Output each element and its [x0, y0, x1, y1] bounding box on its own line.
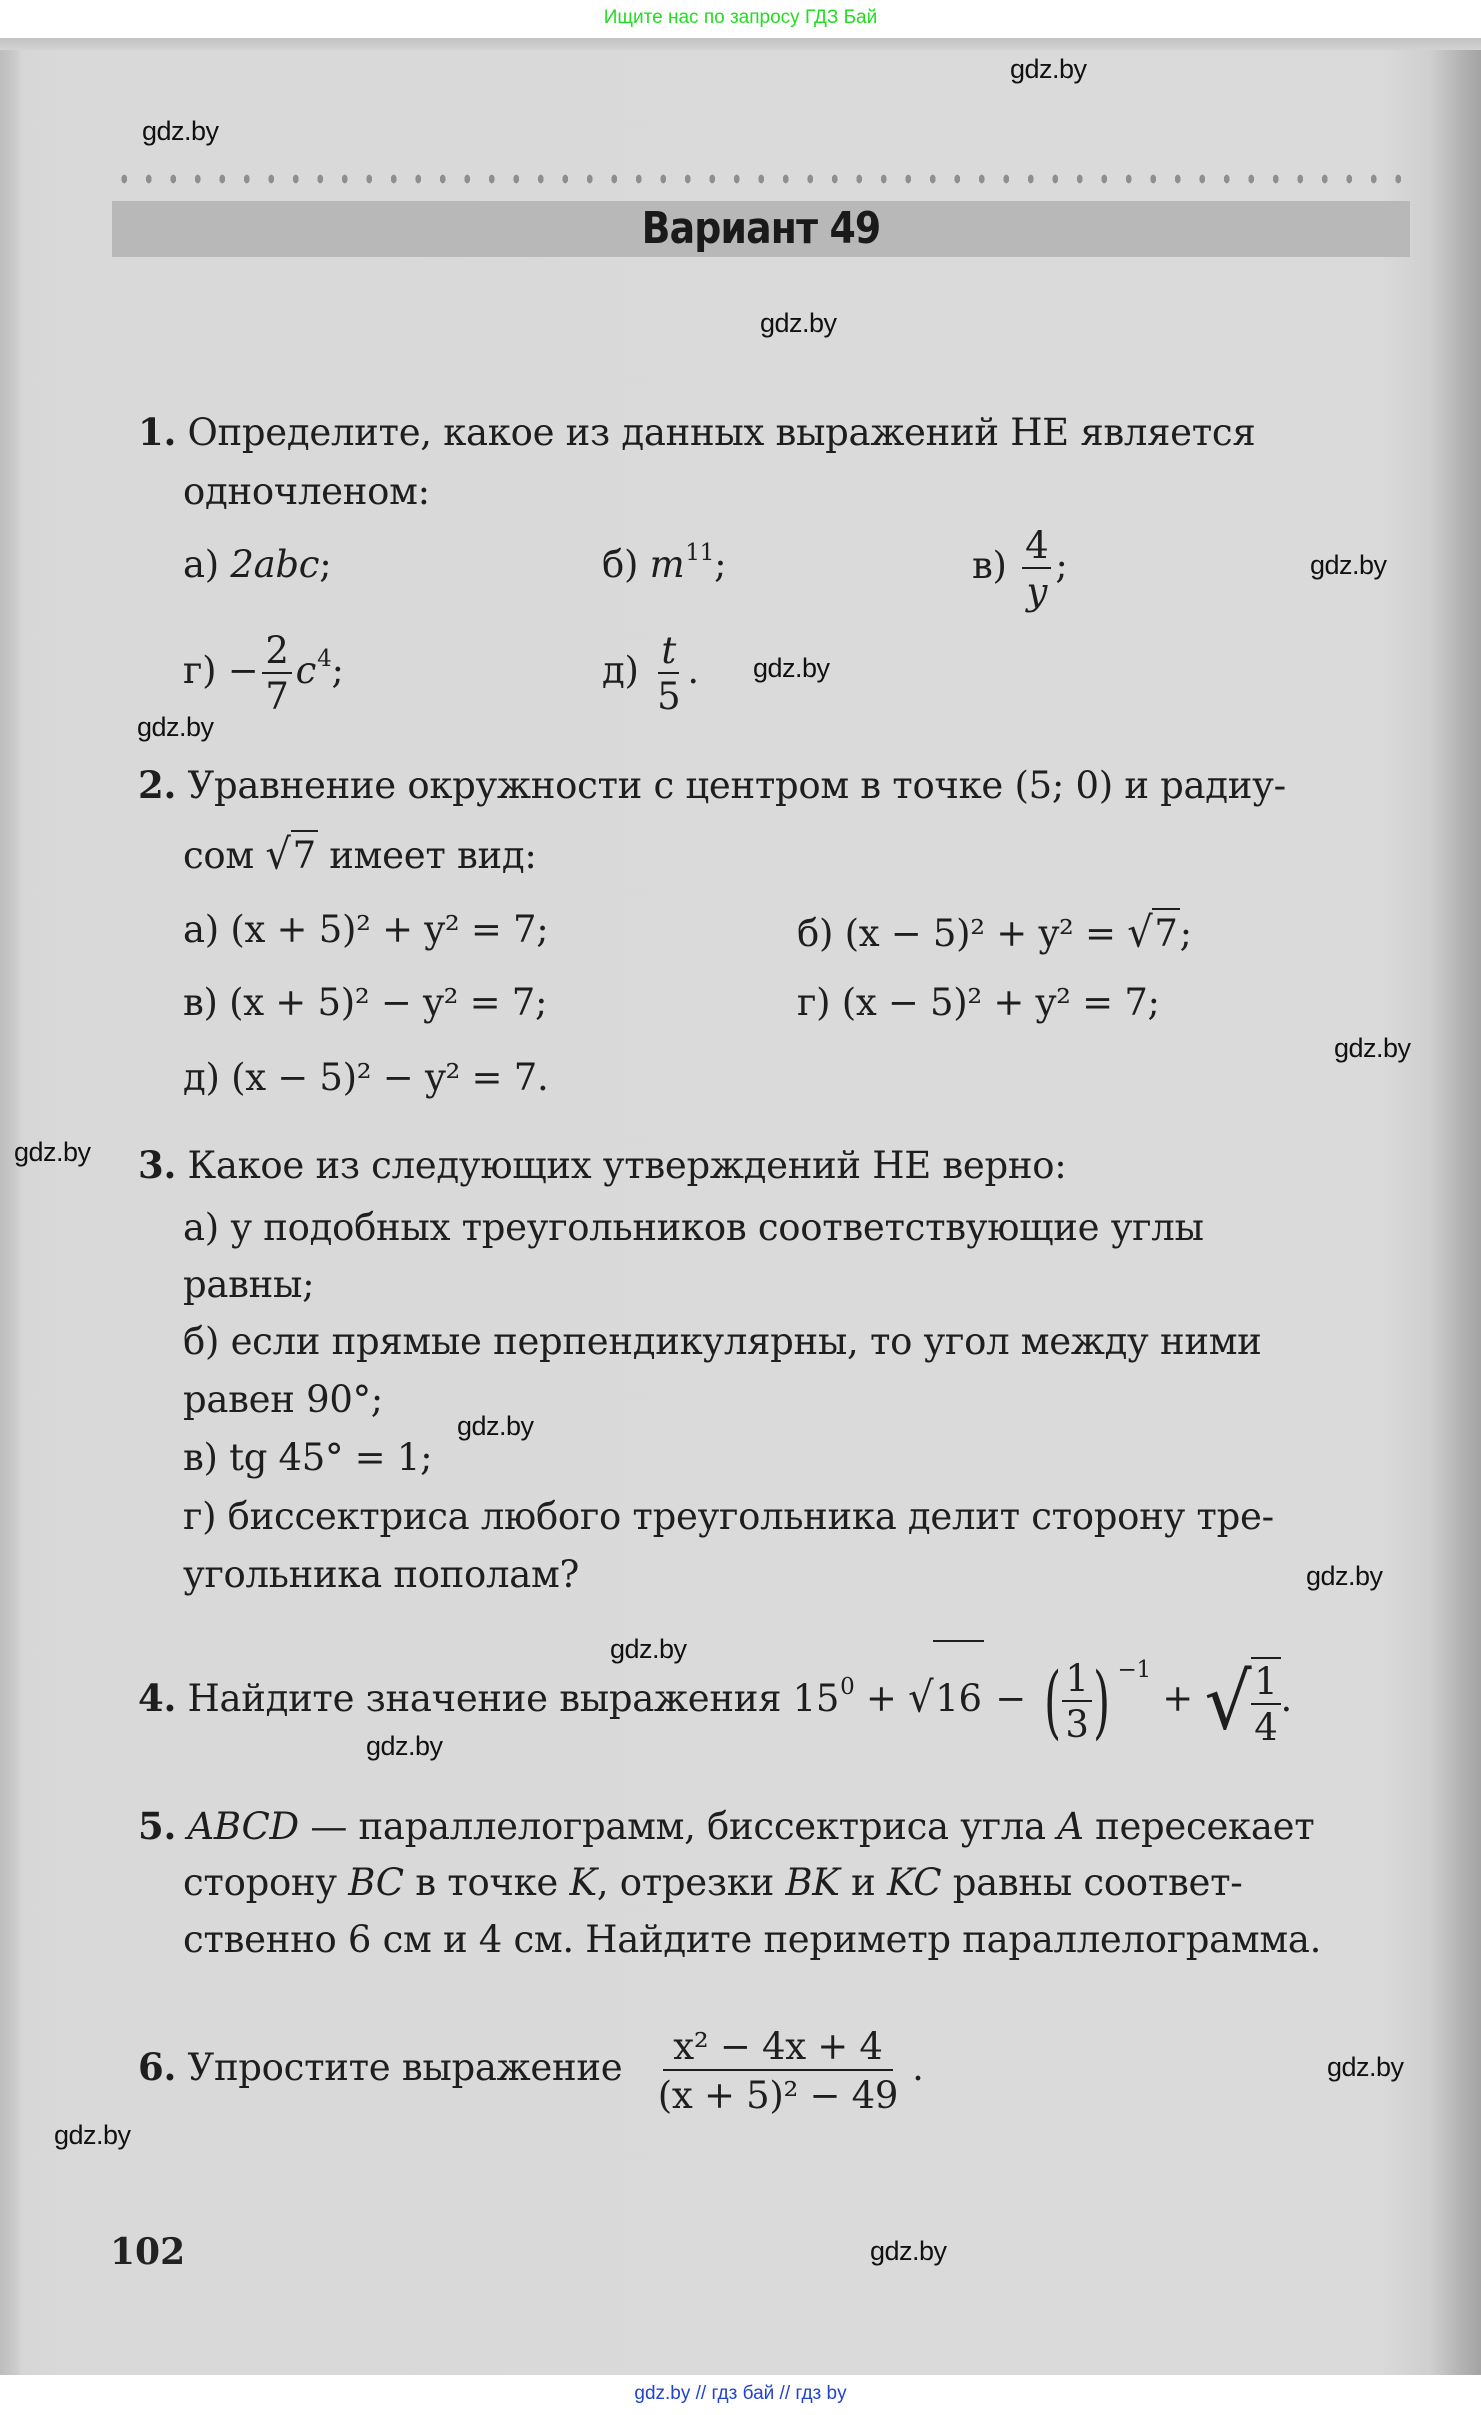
exponent: 0	[840, 1674, 855, 1700]
option-label: в)	[183, 981, 218, 1024]
p2-option-d	[183, 1056, 548, 1100]
punct: ;	[331, 649, 344, 692]
option-label: б)	[797, 912, 834, 955]
p3-option-g-line-1: г) биссектриса любого треугольника делит сторону тре-	[183, 1495, 1274, 1538]
footer-links[interactable]: gdz.by // гдз бай // гдз by	[0, 2375, 1481, 2415]
option-value: (x + 5)² + y² = 7;	[230, 908, 549, 951]
option-value: (x − 5)² + y² =	[844, 912, 1128, 955]
punct: ;	[714, 543, 727, 586]
math-var: BK	[785, 1861, 840, 1904]
text: имеет вид:	[329, 834, 537, 877]
right-paren: )	[1092, 1654, 1110, 1748]
problem-text: пересекает	[1083, 1805, 1315, 1848]
fraction	[262, 629, 291, 718]
exponent: 4	[317, 646, 332, 672]
p3-option-v: в) tg 45° = 1;	[183, 1436, 433, 1479]
page-top-edge	[0, 38, 1481, 50]
punct: .	[912, 2046, 924, 2089]
math-var: ABCD	[187, 1805, 299, 1848]
option-base: c	[295, 649, 317, 692]
option-value: (x − 5)² − y² = 7.	[231, 1056, 549, 1099]
option-label: д)	[183, 1056, 220, 1099]
option-value: (x + 5)² − y² = 7;	[229, 981, 548, 1024]
option-base: m	[649, 543, 685, 586]
exponent: 11	[685, 540, 715, 566]
left-paren: (	[1044, 1654, 1062, 1748]
problem-5-line-3: ственно 6 см и 4 см. Найдите периметр параллелограмма.	[183, 1918, 1322, 1961]
problem-2-line-2	[183, 830, 536, 878]
p3-option-b-line-2: равен 90°;	[183, 1378, 383, 1421]
denominator: 3	[1065, 1703, 1089, 1746]
problem-number: 3.	[138, 1143, 177, 1187]
math-var: A	[1057, 1805, 1084, 1848]
p1-option-a	[183, 543, 331, 587]
exponent: −1	[1117, 1657, 1151, 1683]
watermark: gdz.by	[54, 2120, 131, 2150]
problem-5-line-1	[138, 1804, 1314, 1849]
option-value: 2abc	[230, 543, 320, 586]
watermark: gdz.by	[1310, 550, 1387, 580]
punct: ;	[1055, 544, 1068, 587]
problem-1-line-2: одночленом:	[183, 470, 430, 513]
problem-number: 6.	[138, 2045, 177, 2089]
denominator: 7	[265, 675, 289, 718]
p1-option-g	[183, 623, 344, 724]
punct: .	[687, 649, 699, 692]
fraction	[654, 629, 683, 718]
watermark: gdz.by	[753, 653, 830, 683]
numerator: 1	[1062, 1660, 1091, 1702]
numerator: 2	[262, 632, 291, 674]
problem-6	[138, 2015, 924, 2120]
text: сом	[183, 834, 254, 877]
p1-option-v	[972, 518, 1068, 614]
problem-number: 5.	[138, 1804, 177, 1848]
radicand: 7	[291, 830, 318, 878]
punct: ;	[319, 543, 332, 586]
watermark: gdz.by	[142, 116, 219, 146]
watermark: gdz.by	[1010, 54, 1087, 84]
term-base: 15	[792, 1677, 840, 1720]
denominator: y	[1026, 570, 1048, 613]
square-root: √16	[908, 1640, 984, 1754]
problem-2-line-1	[138, 763, 1286, 808]
fraction	[1022, 524, 1051, 613]
denominator: 5	[657, 675, 681, 718]
problem-number: 2.	[138, 763, 177, 807]
watermark: gdz.by	[1306, 1561, 1383, 1591]
problem-3-line-1	[138, 1143, 1066, 1188]
problem-text: Упростите выражение	[187, 2046, 623, 2089]
fraction	[1251, 1657, 1280, 1749]
watermark: gdz.by	[1327, 2052, 1404, 2082]
watermark: gdz.by	[1334, 1033, 1411, 1063]
problem-4	[138, 1640, 1292, 1759]
p3-option-a-line-1: а) у подобных треугольников соответствующие углы	[183, 1206, 1204, 1249]
p2-option-g	[797, 981, 1160, 1025]
denominator: (x + 5)² − 49	[657, 2073, 899, 2117]
p1-option-b	[602, 540, 727, 592]
p2-option-v	[183, 981, 547, 1025]
problem-number: 4.	[138, 1676, 177, 1720]
watermark: gdz.by	[760, 308, 837, 338]
p1-option-d	[602, 623, 699, 719]
numerator: 4	[1022, 527, 1051, 569]
watermark: gdz.by	[14, 1137, 91, 1167]
operator: +	[1162, 1677, 1193, 1720]
watermark: gdz.by	[457, 1411, 534, 1441]
math-var: K	[569, 1861, 597, 1904]
problem-5-line-2	[183, 1861, 1242, 1905]
option-label: а)	[183, 908, 219, 951]
p3-option-a-line-2: равны;	[183, 1263, 315, 1306]
square-root: √7	[1127, 908, 1178, 958]
watermark: gdz.by	[366, 1731, 443, 1761]
fraction	[1062, 1657, 1091, 1746]
p3-option-b-line-1: б) если прямые перпендикулярны, то угол между ними	[183, 1320, 1262, 1363]
watermark: gdz.by	[137, 712, 214, 742]
radicand: 16	[933, 1640, 983, 1754]
option-label: г)	[797, 981, 831, 1024]
punct: .	[1280, 1677, 1293, 1720]
fraction	[648, 2024, 908, 2117]
problem-text: Определите, какое из данных выражений НЕ является	[187, 411, 1256, 454]
option-label: б)	[602, 543, 639, 586]
dotted-divider	[112, 172, 1410, 186]
operator: −	[995, 1677, 1026, 1720]
punct: ;	[1179, 912, 1192, 955]
numerator: x² − 4x + 4	[663, 2028, 892, 2071]
radicand: 7	[1152, 908, 1179, 956]
search-hint-banner: Ищите нас по запросу ГДЗ Бай	[0, 0, 1481, 38]
numerator: 1	[1251, 1663, 1280, 1705]
problem-text: Найдите значение выражения	[187, 1677, 782, 1720]
text: в точке	[403, 1861, 570, 1904]
numerator: t	[658, 632, 679, 674]
text: , отрезки	[596, 1861, 786, 1904]
page-number: 102	[110, 2231, 186, 2273]
problem-1-line-1	[138, 410, 1255, 455]
math-var: KC	[886, 1861, 942, 1904]
sign: −	[227, 649, 259, 692]
watermark: gdz.by	[870, 2236, 947, 2266]
option-value: (x − 5)² + y² = 7;	[841, 981, 1160, 1024]
math-var: BC	[348, 1861, 404, 1904]
option-label: д)	[602, 649, 639, 692]
text: равны соответ-	[941, 1861, 1243, 1904]
problem-text: — параллелограмм, биссектриса угла	[298, 1805, 1058, 1848]
option-label: в)	[972, 544, 1007, 587]
text: сторону	[183, 1861, 349, 1904]
option-label: а)	[183, 543, 219, 586]
p3-option-g-line-2: угольника пополам?	[183, 1553, 579, 1596]
page-title: Вариант 49	[641, 203, 881, 254]
problem-text: Уравнение окружности с центром в точке (5; 0) и радиу-	[187, 764, 1286, 807]
square-root: √ $\frac{1}{4}$	[1204, 1644, 1280, 1757]
p2-option-a	[183, 908, 548, 952]
watermark: gdz.by	[610, 1634, 687, 1664]
title-band	[112, 201, 1410, 257]
p2-option-b	[797, 908, 1192, 956]
operator: +	[865, 1677, 897, 1720]
text: и	[839, 1861, 887, 1904]
problem-text: Какое из следующих утверждений НЕ верно:	[187, 1144, 1067, 1187]
denominator: 4	[1254, 1706, 1278, 1749]
square-root: √7	[265, 830, 316, 880]
problem-number: 1.	[138, 410, 177, 454]
option-label: г)	[183, 649, 217, 692]
